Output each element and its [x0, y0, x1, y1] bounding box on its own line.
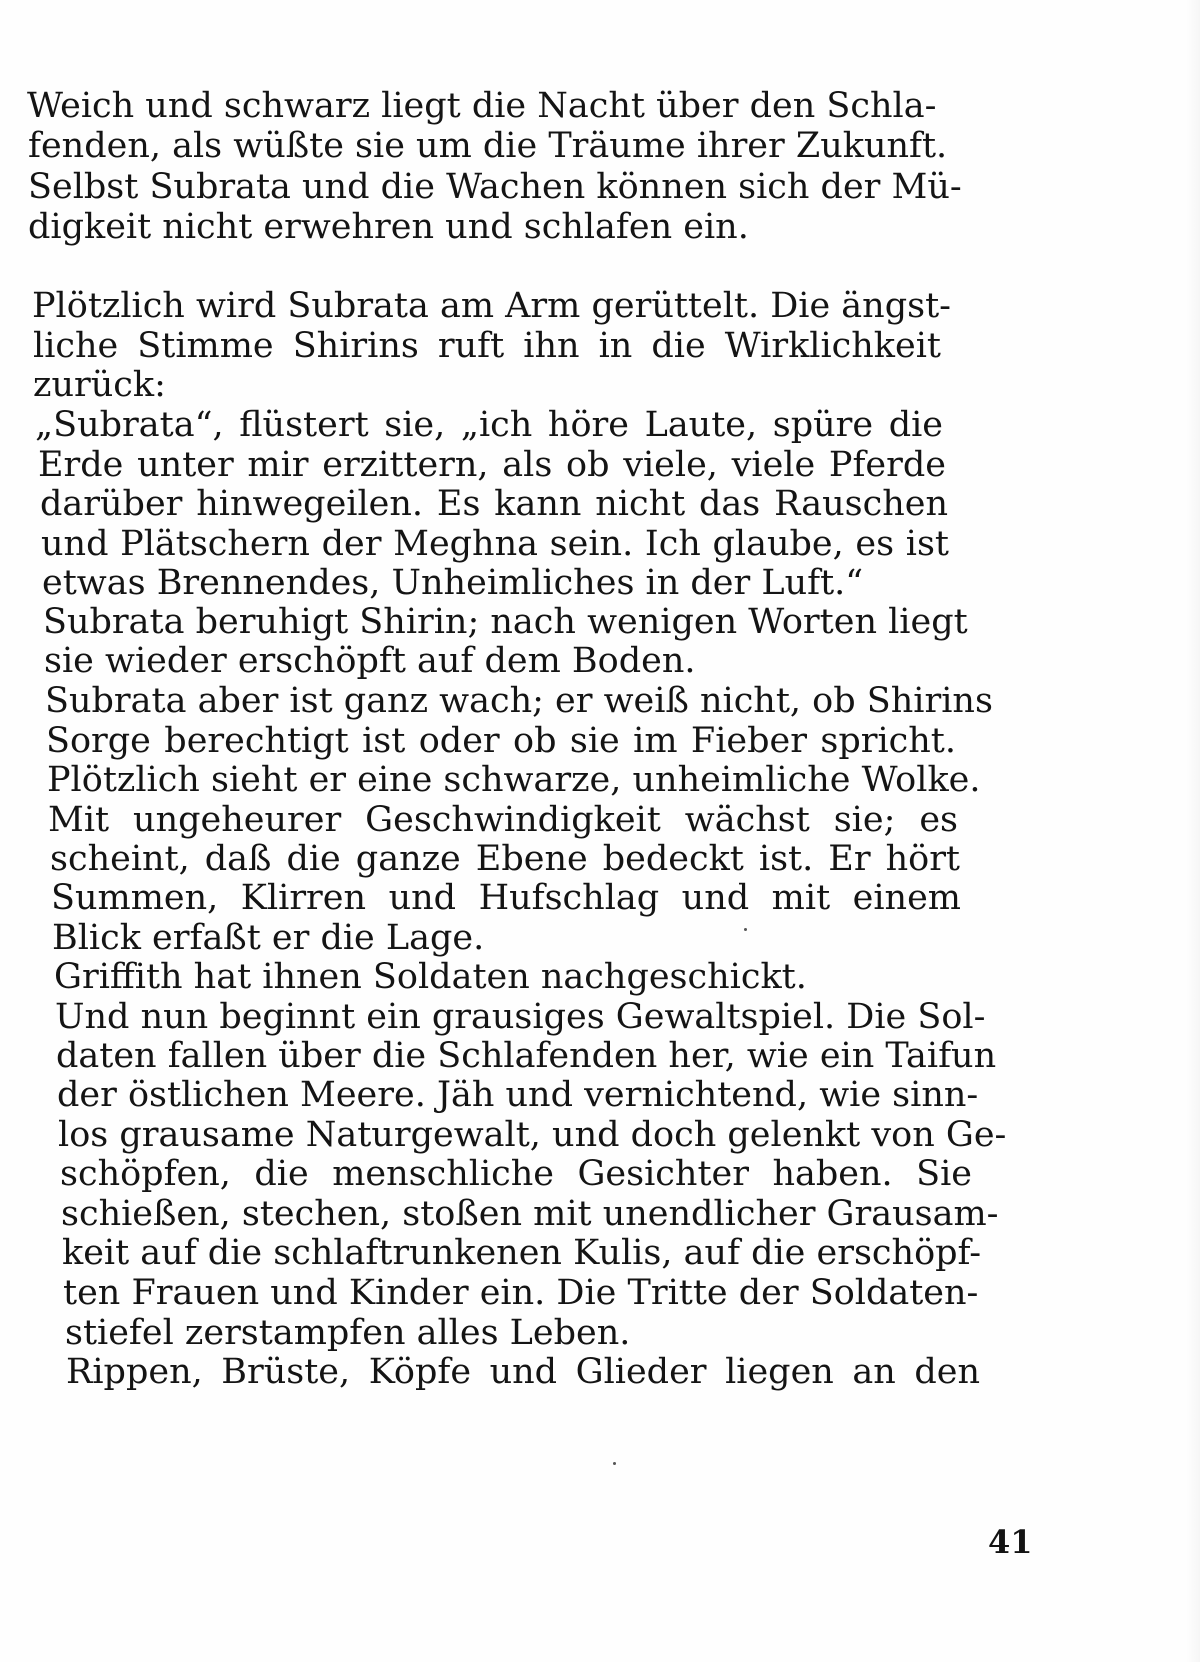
text-line: Und nun beginnt ein grausiges Gewaltspiel. Die Sol-: [55, 997, 986, 1037]
text-line: darüber hinwegeilen. Es kann nicht das Rauschen: [40, 484, 948, 524]
text-line: Sorge berechtigt ist oder ob sie im Fieber spricht.: [46, 721, 956, 761]
text-line: Plötzlich sieht er eine schwarze, unheimliche Wolke.: [47, 760, 981, 800]
text-line: ten Frauen und Kinder ein. Die Tritte der Soldaten-: [63, 1273, 979, 1313]
text-line: Subrata beruhigt Shirin; nach wenigen Worten liegt: [43, 602, 968, 642]
text-line: Subrata aber ist ganz wach; er weiß nicht, ob Shirins: [45, 681, 993, 721]
text-line: daten fallen über die Schlafenden her, wie ein Taifun: [56, 1036, 997, 1076]
text-line: keit auf die schlaftrunkenen Kulis, auf die erschöpf-: [62, 1233, 982, 1273]
text-line: „Subrata“, flüstert sie, „ich höre Laute, spüre die: [35, 405, 943, 445]
text-line: Blick erfaßt er die Lage.: [52, 918, 485, 958]
text-line: Griffith hat ihnen Soldaten nachgeschickt.: [54, 957, 807, 997]
text-line: Weich und schwarz liegt die Nacht über den Schla-: [27, 86, 937, 126]
scan-speck: [744, 928, 747, 931]
text-line: liche Stimme Shirins ruft ihn in die Wirklichkeit: [33, 326, 941, 366]
text-line: Plötzlich wird Subrata am Arm gerüttelt. Die ängst-: [32, 286, 951, 326]
page-number: 41: [988, 1523, 1033, 1561]
text-line: etwas Brennendes, Unheimliches in der Luft.“: [42, 563, 864, 603]
page-edge: [1186, 0, 1200, 1662]
text-line: der östlichen Meere. Jäh und vernichtend, wie sinn-: [57, 1075, 979, 1115]
text-line: scheint, daß die ganze Ebene bedeckt ist. Er hört: [50, 839, 960, 879]
text-line: sie wieder erschöpft auf dem Boden.: [44, 641, 696, 681]
text-line: Rippen, Brüste, Köpfe und Glieder liegen an den: [66, 1352, 980, 1392]
text-line: Selbst Subrata und die Wachen können sich der Mü-: [28, 167, 962, 207]
scan-speck: [613, 1462, 616, 1465]
text-line: schöpfen, die menschliche Gesichter haben. Sie: [60, 1154, 972, 1194]
text-line: Mit ungeheurer Geschwindigkeit wächst sie; es: [48, 800, 958, 840]
text-line: Erde unter mir erzittern, als ob viele, viele Pferde: [38, 445, 946, 485]
text-line: und Plätschern der Meghna sein. Ich glaube, es ist: [41, 524, 949, 564]
text-line: Summen, Klirren und Hufschlag und mit einem: [51, 878, 961, 918]
text-line: digkeit nicht erwehren und schlafen ein.: [28, 207, 749, 247]
text-line: schießen, stechen, stoßen mit unendlicher Grausam-: [61, 1194, 999, 1234]
text-line: los grausame Naturgewalt, und doch gelenkt von Ge-: [58, 1115, 1007, 1155]
text-line: zurück:: [33, 365, 166, 405]
text-line: fenden, als wüßte sie um die Träume ihrer Zukunft.: [28, 126, 948, 166]
text-line: stiefel zerstampfen alles Leben.: [65, 1313, 631, 1353]
